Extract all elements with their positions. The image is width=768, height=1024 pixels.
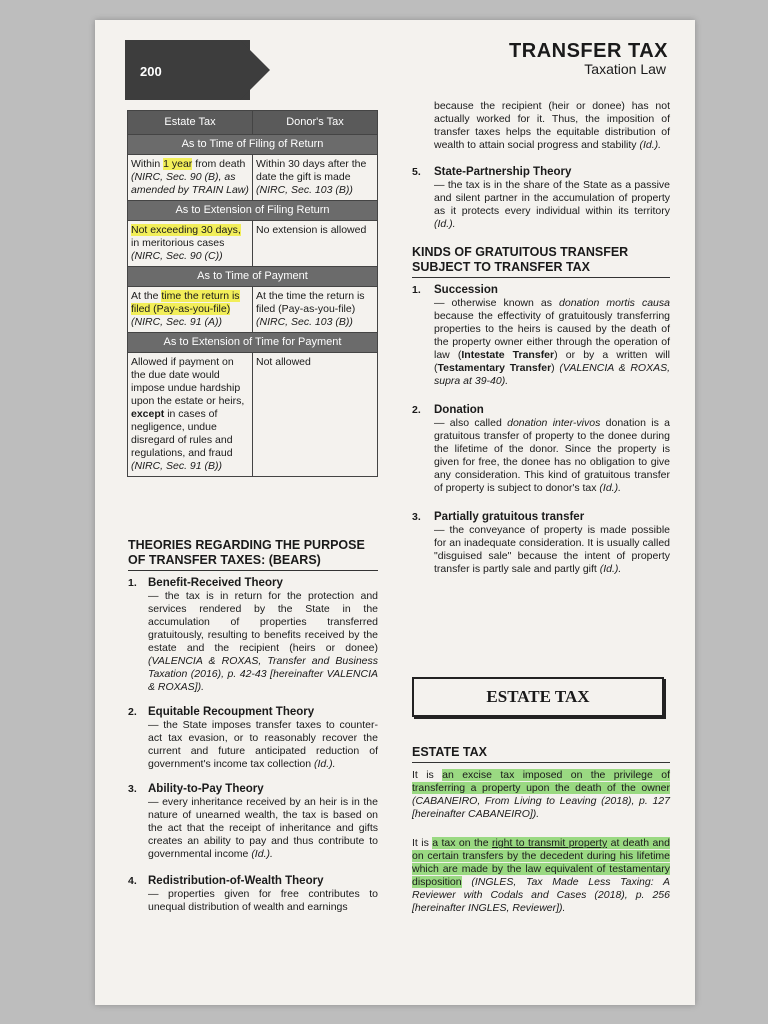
page-number: 200: [140, 64, 162, 79]
table-row: Allowed if payment on the due date would impose undue hardship upon the estate or heirs, except in cases of negligence, undue disregard of rules and regulations, and fraud (NIRC, Sec. 91 (B)) Not allowed: [128, 353, 378, 477]
band-filing: As to Time of Filing of Return: [128, 135, 378, 155]
list-item: 3. Partially gratuitous transfer — the conveyance of property is made possible for an inadequate consideration. It is usually called "disguised sale" because the intent of property transfer is partly sale and partly gift (Id.).: [412, 511, 670, 575]
page-number-tab-chevron: [240, 40, 270, 100]
list-item: 5. State-Partnership Theory — the tax is in the share of the State as a passive and silent partner in the accumulation of property as it protects every individual within its territory (Id.).: [412, 166, 670, 230]
list-item: 4. Redistribution-of-Wealth Theory — properties given for free contributes to unequal distribution of wealth and earnings: [128, 875, 378, 913]
section-title: ESTATE TAX: [412, 745, 670, 763]
section-title: THEORIES REGARDING THE PURPOSE OF TRANSFER TAXES: (BEARS): [128, 538, 378, 571]
list-item: 1. Benefit-Received Theory — the tax is in return for the protection and services rendered by the State in the accumulation of properties transferred gratuitously, resulting to benefits received by the estate and the recipient (heirs or donee) (VALENCIA & ROXAS, Transfer and Business Taxation (2016), p. 42-43 [hereinafter VALENCIA & ROXAS]).: [128, 577, 378, 693]
theories-section: [128, 538, 378, 914]
right-column: [412, 100, 670, 576]
definition-paragraph: It is a tax on the right to transmit property at death and on certain transfers by the decedent during his lifetime which are made by the law equivalent of testamentary disposition (INGLES, Tax Made Less Taxing: A Reviewer with Codals and Cases (2018), p. 256 [hereinafter INGLES, Reviewer]).: [412, 837, 670, 914]
band-payment: As to Time of Payment: [128, 267, 378, 287]
running-subtitle: Taxation Law: [584, 61, 666, 77]
table-row: Not exceeding 30 days, in meritorious cases (NIRC, Sec. 90 (C)) No extension is allowed: [128, 221, 378, 267]
table-header-row: [128, 111, 378, 135]
list-item: 2. Donation — also called donation inter-vivos donation is a gratuitous transfer of property to the donee during the lifetime of the donor. Since the property is given for free, the donee has no obligation to give any consideration. This kind of gratuitous transfer of property is subject to donor's tax (Id.).: [412, 404, 670, 494]
list-item: 2. Equitable Recoupment Theory — the State imposes transfer taxes to counter-act tax evasion, or to reasonably recover the current and future anticipated reduction of government's income tax collection (Id.).: [128, 706, 378, 770]
band-extension-payment: As to Extension of Time for Payment: [128, 333, 378, 353]
running-title: TRANSFER TAX: [509, 40, 668, 62]
band-extension-filing: As to Extension of Filing Return: [128, 201, 378, 221]
col-donors-tax: Donor's Tax: [253, 111, 378, 135]
definition-paragraph: It is an excise tax imposed on the privilege of transferring a property upon the death of the owner (CABANEIRO, From Living to Leaving (2018), p. 127 [hereinafter CABANEIRO]).: [412, 769, 670, 820]
list-item: 1. Succession — otherwise known as donation mortis causa because the effectivity of gratuitously transferring properties to the heirs is caused by the death of the property owner either through the operation of law (Intestate Transfer) or by a written will (Testamentary Transfer) (VALENCIA & ROXAS, supra at 39-40).: [412, 284, 671, 387]
theory-continuation: because the recipient (heir or donee) has not actually worked for it. Thus, the imposition of transfer taxes helps the equitable distribution of wealth to attain social progress and stability (Id.).: [434, 100, 670, 151]
col-estate-tax: Estate Tax: [128, 111, 253, 135]
comparison-table: [127, 110, 378, 477]
estate-tax-banner: ESTATE TAX: [412, 677, 664, 717]
estate-tax-section: [412, 745, 670, 915]
table-row: At the time the return is filed (Pay-as-you-file) (NIRC, Sec. 91 (A)) At the time the return is filed (Pay-as-you-file) (NIRC, Sec. 103 (B)): [128, 287, 378, 333]
table-row: Within 1 year from death (NIRC, Sec. 90 (B), as amended by TRAIN Law) Within 30 days after the date the gift is made (NIRC, Sec. 103 (B)): [128, 155, 378, 201]
list-item: 3. Ability-to-Pay Theory — every inheritance received by an heir is in the nature of unearned wealth, the tax is based on the act that the receipt of inheritance and gifts creates an ability to pay and thus contribute to governmental income (Id.).: [128, 783, 378, 860]
section-title: KINDS OF GRATUITOUS TRANSFER SUBJECT TO TRANSFER TAX: [412, 245, 670, 278]
